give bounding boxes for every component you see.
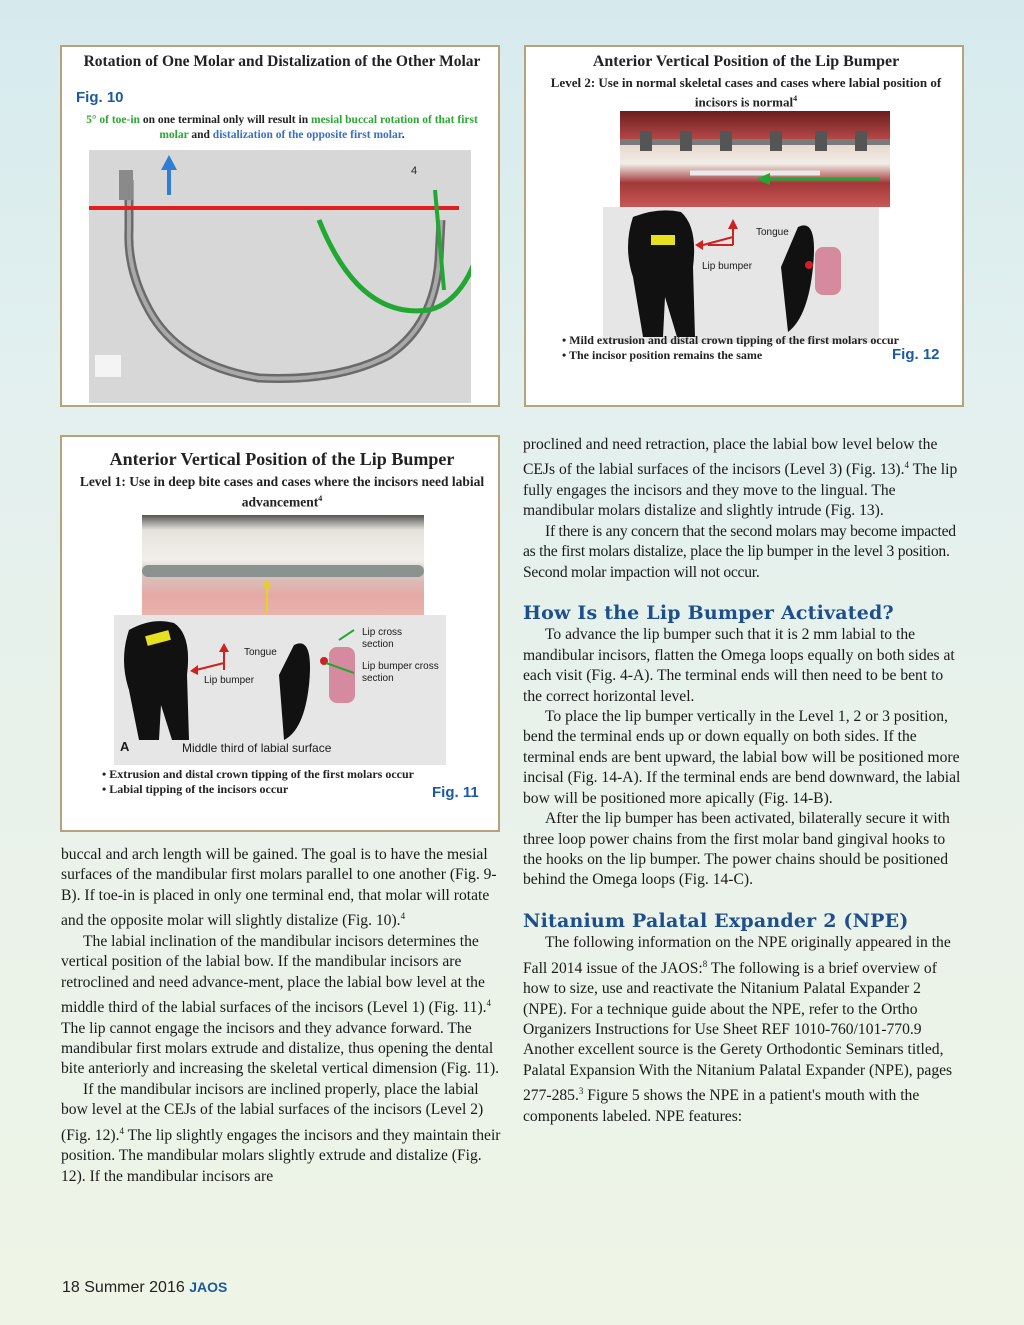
- left-paragraph-1: [61, 845, 501, 932]
- fig10-caption-text1: on one terminal only will result in: [139, 114, 311, 126]
- fig10-title: Rotation of One Molar and Distalization of the Other Molar: [83, 53, 481, 70]
- issue-label: Summer 2016: [84, 1279, 185, 1296]
- fig10-caption: [82, 113, 482, 143]
- fig12-lip-bumper-label: Lip bumper: [702, 261, 753, 272]
- fig10-photo-number: 4: [411, 165, 418, 177]
- right-p6-ref2: 3: [578, 1086, 584, 1097]
- fig12-diagram: [603, 207, 879, 343]
- fig11-lip-bumper-cross-label: Lip bumper cross section: [362, 661, 439, 684]
- fig11-label: Fig. 11: [432, 784, 479, 801]
- fig10-wire-illustration: [89, 150, 471, 403]
- fig12-subtitle: [532, 75, 960, 110]
- left-p3b-text: The lip slightly engages the incisors and they maintain their position. The mandibular molars slightly extrude and distalize (Fig. 12). If the mandibular incisors are: [61, 1126, 501, 1185]
- figure-10: [60, 45, 500, 407]
- right-p6-text: The following information on the NPE originally appeared in the Fall 2014 issue of the JAOS:: [523, 934, 951, 977]
- left-p2-ref: 4: [486, 998, 492, 1009]
- fig11-middle-third-label: Middle third of labial surface: [182, 741, 332, 755]
- fig12-bullet-2: • The incisor position remains the same: [562, 348, 763, 362]
- fig10-caption-mesial: mesial buccal rotation of that first molar: [159, 114, 478, 141]
- page-footer: [62, 1279, 227, 1297]
- fig11-bullet-2: • Labial tipping of the incisors occur: [102, 782, 289, 796]
- right-p6b-text: The following is a brief overview of how to size, use and reactivate the Nitanium Palatal Expander 2 (NPE). For a technique guide about the NPE, refer to the Ortho Organizers Instructions for Use Sheet REF 1010-760/101-770.9 Another excellent source is the Gerety Orthodontic Seminars titled, Palatal Expansion With the Nitanium Palatal Expander (NPE), pages 277-285.: [523, 959, 953, 1105]
- right-column-text: [523, 435, 965, 1127]
- fig10-caption-toe-in: 5° of toe-in: [86, 114, 140, 126]
- left-paragraph-3: [61, 1080, 501, 1187]
- left-p3-text: If the mandibular incisors are inclined properly, place the labial bow level at the CEJs of the labial surfaces of the incisors (Level 2) (Fig. 12).: [61, 1080, 484, 1144]
- left-p1-ref: 4: [400, 911, 406, 922]
- left-p1-text: buccal and arch length will be gained. The goal is to have the mesial surfaces of the mandibular first molars parallel to one another (Fig. 9-B). If toe-in is placed in only one terminal end, that molar will rotate and the opposite molar will slightly distalize (Fig. 10).: [61, 846, 497, 930]
- right-paragraph-4: To place the lip bumper vertically in the Level 1, 2 or 3 position, bend the terminal ends up or down equally on both sides. If the terminal ends are bent upward, the labial bow will be positioned more incisal (Fig. 14-A). If the terminal ends are bend downward, the labial bow will be positioned more apically (Fig. 14-B).: [523, 708, 961, 807]
- right-paragraph-3: To advance the lip bumper such that it is 2 mm labial to the mandibular incisors, flatten the Omega loops equally on both sides at each visit (Fig. 4-A). The terminal ends will then need to be bent to the correct horizontal level.: [523, 626, 955, 705]
- fig10-caption-end: .: [401, 129, 405, 141]
- left-p2-text: The labial inclination of the mandibular incisors determines the vertical position of the labial bow. If the mandibular incisors are retroclined and need advance-ment, place the labial bow level at the middle third of the labial surfaces of the incisors (Level 1) (Fig. 11).: [61, 932, 487, 1017]
- right-p6c-text: Figure 5 shows the NPE in a patient's mouth with the components labeled. NPE features:: [523, 1087, 920, 1125]
- fig10-caption-text2: and: [188, 129, 213, 141]
- fig11-diagram: [114, 615, 446, 765]
- left-column-text: [61, 845, 501, 1187]
- right-p1-ref: 4: [904, 460, 910, 471]
- left-p2b-text: The lip cannot engage the incisors and they advance forward. The mandibular first molars extrude and distalize, thus opening the dental bite anteriorly and increasing the skeletal vertical dimension (Fig. 11).: [61, 1019, 500, 1078]
- fig11-bullets: [102, 767, 482, 797]
- fig10-label: Fig. 10: [76, 89, 124, 106]
- fig10-caption-distal: distalization of the opposite first molar: [212, 129, 402, 141]
- fig11-teeth-photo: [142, 515, 424, 615]
- page-number: 18: [62, 1279, 80, 1296]
- fig12-bullet-1: • Mild extrusion and distal crown tipping of the first molars occur: [562, 333, 899, 347]
- fig12-bullets: [562, 333, 942, 363]
- right-p1b-text: The lip fully engages the incisors and they move to the lingual. The mandibular molars distalize and slightly intrude (Fig. 13).: [523, 461, 958, 520]
- fig11-title: Anterior Vertical Position of the Lip Bumper: [109, 449, 455, 469]
- fig11-teeth-svg: [142, 515, 424, 615]
- fig12-tongue-label: Tongue: [756, 227, 789, 238]
- fig11-subtitle: [68, 473, 496, 511]
- fig11-panel-letter: A: [120, 739, 130, 754]
- fig11-subtitle-ref: 4: [318, 494, 323, 503]
- fig12-teeth-photo: [620, 111, 890, 207]
- right-paragraph-6: [523, 933, 965, 1127]
- right-p6-ref: 8: [702, 958, 708, 969]
- right-p1-text: proclined and need retraction, place the labial bow level below the CEJs of the labial surfaces of the incisors (Level 3) (Fig. 13).: [523, 436, 938, 479]
- magazine-name: JAOS: [189, 1279, 228, 1295]
- right-paragraph-2: If there is any concern that the second molars may become impacted as the first molars distalize, place the lip bumper in the level 3 position. Second molar impaction will not occur.: [523, 522, 956, 581]
- fig12-diagram-svg: [603, 207, 879, 343]
- fig11-lip-cross-label: Lip cross section: [362, 627, 403, 650]
- right-paragraph-5: After the lip bumper has been activated, bilaterally secure it with three loop power chains from the first molar band gingival hooks to the hooks on the lip bumper. The power chains should be positioned behind the Omega loops (Fig. 14-C).: [523, 810, 950, 889]
- left-p3-ref: 4: [119, 1125, 124, 1136]
- fig12-title: Anterior Vertical Position of the Lip Bumper: [592, 53, 900, 70]
- right-paragraph-1: [523, 435, 965, 522]
- fig11-bullet-1: • Extrusion and distal crown tipping of the first molars occur: [102, 767, 414, 781]
- fig12-label: Fig. 12: [892, 346, 940, 363]
- fig11-subtitle-text: Level 1: Use in deep bite cases and cases where the incisors need labial advancement: [79, 474, 485, 510]
- fig11-tongue-label: Tongue: [244, 647, 277, 658]
- figure-12: [524, 45, 964, 407]
- fig12-subtitle-text: Level 2: Use in normal skeletal cases and cases where labial position of incisors is normal: [550, 75, 942, 110]
- fig10-photo: [89, 150, 471, 403]
- left-paragraph-2: [61, 932, 501, 1080]
- heading-npe: Nitanium Palatal Expander 2 (NPE): [523, 909, 909, 932]
- heading-lip-bumper-activated: How Is the Lip Bumper Activated?: [523, 602, 894, 625]
- fig11-lip-bumper-label: Lip bumper: [204, 675, 255, 686]
- fig12-teeth-svg: [620, 111, 890, 207]
- fig12-subtitle-ref: 4: [793, 94, 798, 103]
- figure-11: [60, 435, 500, 832]
